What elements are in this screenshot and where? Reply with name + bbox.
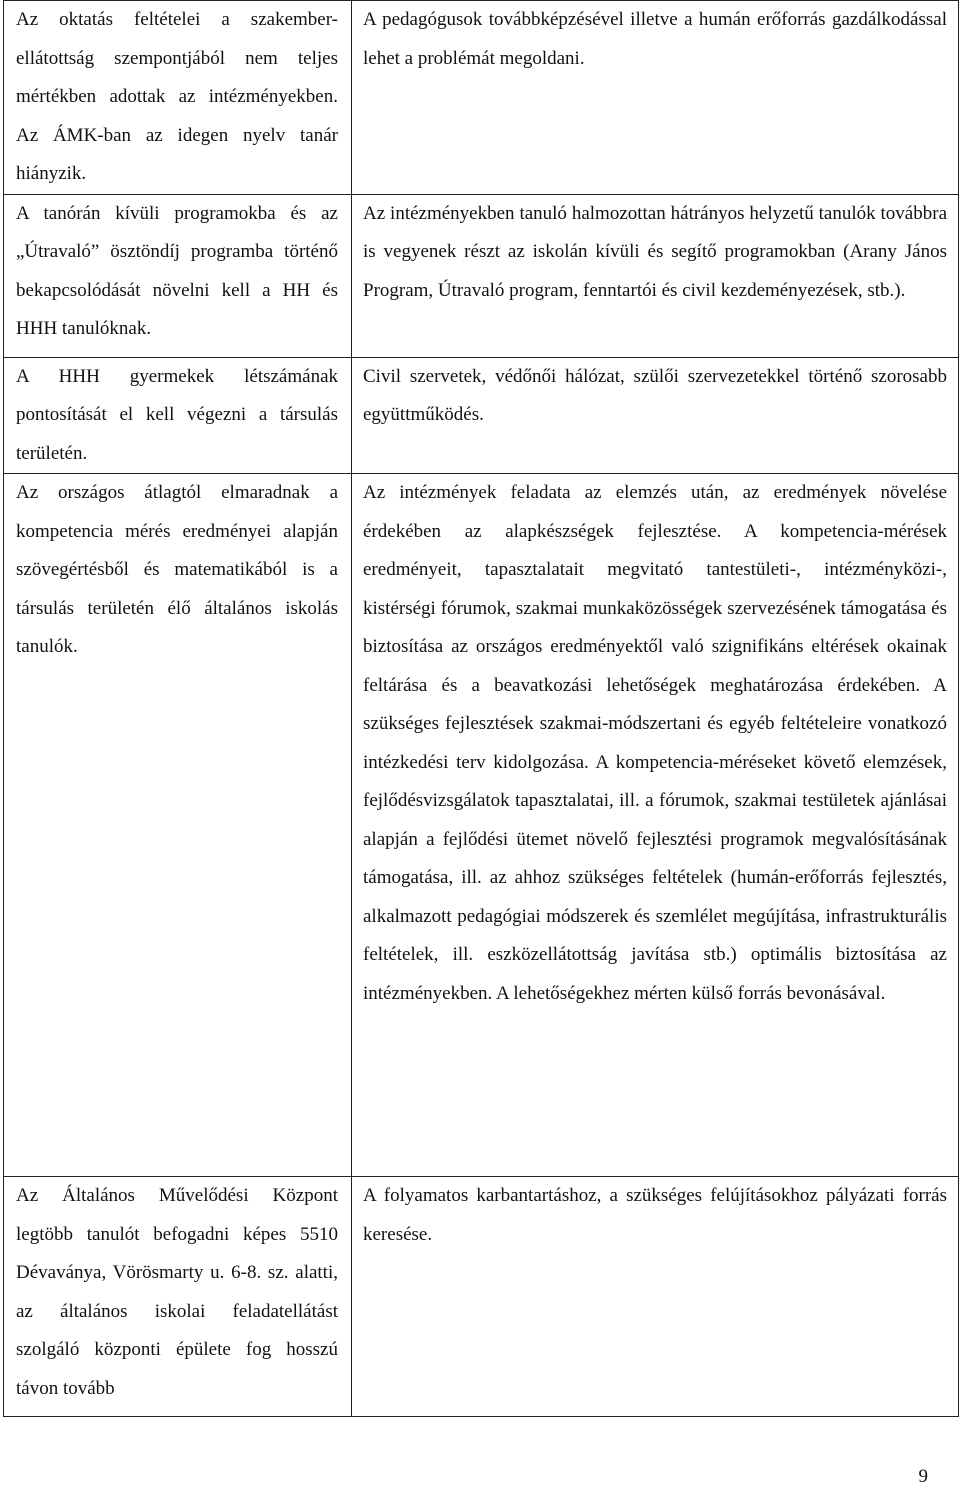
measure-text: A pedagógusok továbbképzésével illetve a humán erőforrás gazdálkodással lehet a problémát megoldani.: [363, 9, 947, 69]
problem-cell: [4, 1177, 352, 1417]
measure-cell: [352, 194, 959, 357]
goals-measures-table: [3, 0, 959, 1417]
problem-text: Az országos átlagtól elmaradnak a kompetencia mérés eredményei alapján szövegértésből és matematikából is a társulás területén élő általános iskolás tanulók.: [16, 482, 338, 657]
page-number: 9: [918, 1466, 928, 1487]
table-row: [4, 1, 959, 195]
measure-cell: [352, 1, 959, 195]
measure-text: Civil szervetek, védőnői hálózat, szülői szervezetekkel történő szorosabb együttműködés.: [363, 365, 947, 425]
problem-cell: [4, 357, 352, 474]
measure-text: A folyamatos karbantartáshoz, a szükséges felújításokhoz pályázati forrás keresése.: [363, 1185, 947, 1245]
problem-cell: [4, 194, 352, 357]
table-row: [4, 474, 959, 1177]
problem-text: A HHH gyermekek létszámának pontosítását el kell végezni a társulás területén.: [16, 365, 338, 464]
problem-text: A tanórán kívüli programokba és az „Útravaló” ösztöndíj programba történő bekapcsolódását növelni kell a HH és HHH tanulóknak.: [16, 202, 338, 339]
table-row: [4, 357, 959, 474]
measure-text: Az intézményekben tanuló halmozottan hátrányos helyzetű tanulók továbbra is vegyenek részt az iskolán kívüli és segítő programokban (Arany János Program, Útravaló program, fenntartói és civil kezdeményezések, stb.).: [363, 202, 947, 301]
problem-cell: [4, 474, 352, 1177]
measure-text: Az intézmények feladata az elemzés után, az eredmények növelése érdekében az alapkészségek fejlesztése. A kompetencia-mérések eredményeit, tapasztalatait megvitató tantestületi-, intézményközi-, kistérségi fórumok, szakmai munkaközösségek szervezésének támogatása és biztosítása az országos eredményektől való szignifikáns eltérések okainak feltárása és a beavatkozási lehetőségek meghatározása érdekében. A szükséges fejlesztések szakmai-módszertani és egyéb feltételeire vonatkozó intézkedési terv kidolgozása. A kompetencia-méréseket követő elemzések, fejlődésvizsgálatok tapasztalatai, ill. a fórumok, szakmai testületek ajánlásai alapján a fejlődési ütemet növelő fejlesztési programok megvalósításának támogatása, ill. az ahhoz szükséges feltételek (humán-erőforrás fejlesztés, alkalmazott pedagógiai módszerek és szemlélet megújítása, infrastrukturális feltételek, ill. eszközellátottság javítása stb.) optimális biztosítása az intézményekben. A lehetőségekhez mérten külső forrás bevonásával.: [363, 482, 947, 1004]
problem-text: Az Általános Művelődési Központ legtöbb tanulót befogadni képes 5510 Dévaványa, Vörösmarty u. 6-8. sz. alatti, az általános iskolai feladatellátást szolgáló központi épülete fog hosszú távon tovább: [16, 1185, 338, 1399]
measure-cell: [352, 474, 959, 1177]
problem-text: Az oktatás feltételei a szakember-ellátottság szempontjából nem teljes mértékben adottak az intézményekben. Az ÁMK-ban az idegen nyelv tanár hiányzik.: [16, 9, 338, 184]
table-row: [4, 1177, 959, 1417]
measure-cell: [352, 357, 959, 474]
table-row: [4, 194, 959, 357]
problem-cell: [4, 1, 352, 195]
measure-cell: [352, 1177, 959, 1417]
